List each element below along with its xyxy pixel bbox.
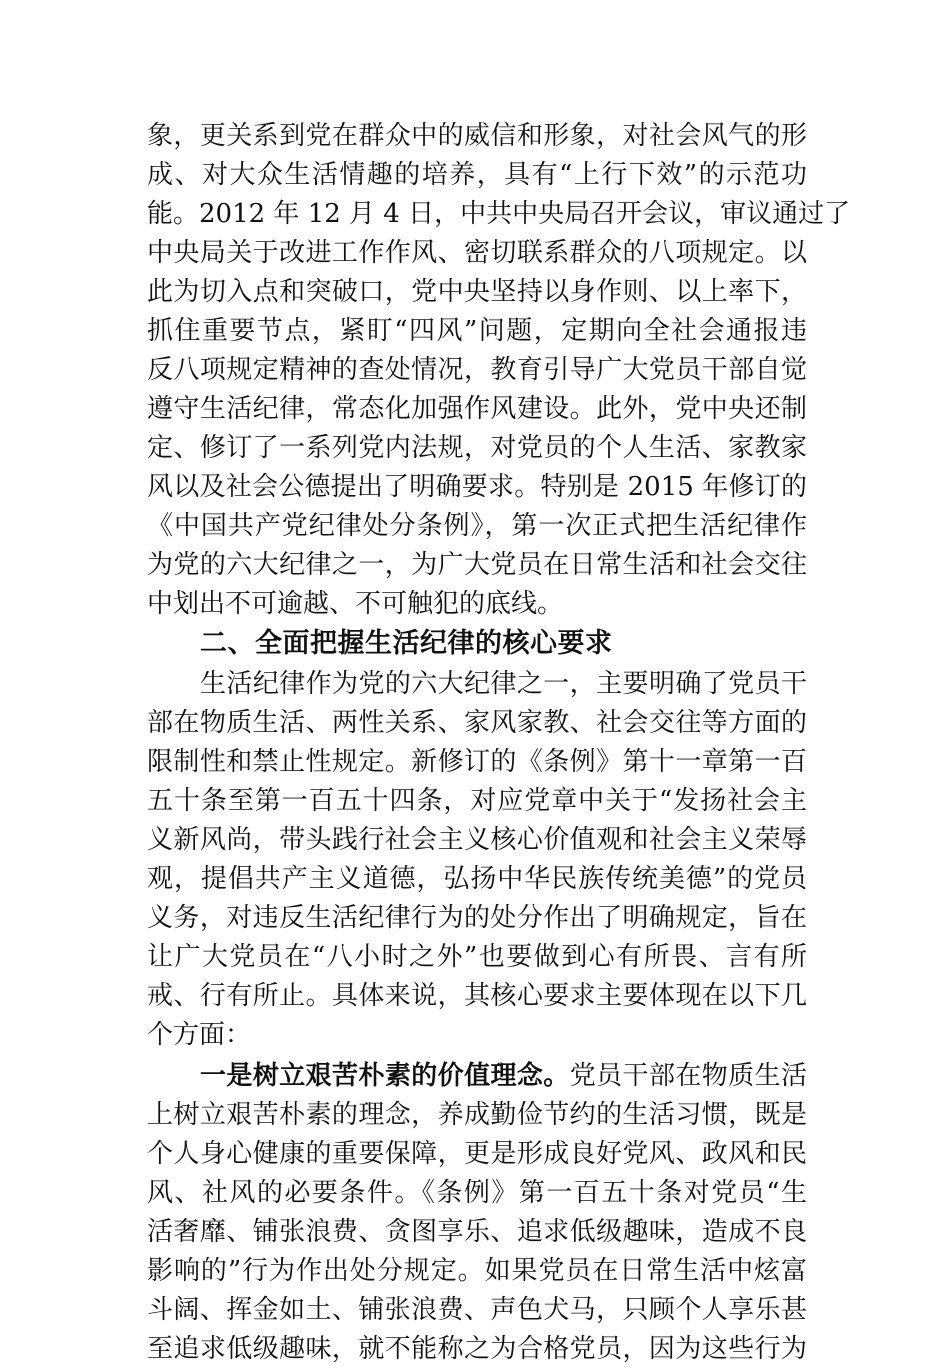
text-line: 限制性和禁止性规定。新修订的《条例》第十一章第一百	[147, 747, 807, 777]
text-line-with-lead	[200, 1056, 807, 1096]
text-line: 成、对大众生活情趣的培养，具有“上行下效”的示范功	[147, 160, 807, 190]
text-line: 戒、行有所止。具体来说，其核心要求主要体现在以下几	[147, 981, 807, 1011]
text-line: 《中国共产党纪律处分条例》，第一次正式把生活纪律作	[147, 511, 807, 541]
section-heading: 二、全面把握生活纪律的核心要求	[200, 628, 613, 659]
text-line: 斗阔、挥金如土、铺张浪费、声色犬马，只顾个人享乐甚	[147, 1295, 807, 1325]
text-line: 五十条至第一百五十四条，对应党章中关于“发扬社会主	[147, 786, 807, 816]
bold-lead-text: 一是树立艰苦朴素的价值理念。	[200, 1061, 570, 1091]
text-line: 反八项规定精神的查处情况，教育引导广大党员干部自觉	[147, 355, 807, 385]
text-line: 义务，对违反生活纪律行为的处分作出了明确规定，旨在	[147, 903, 807, 933]
text-line: 定、修订了一系列党内法规，对党员的个人生活、家教家	[147, 433, 807, 463]
text-line: 部在物质生活、两性关系、家风家教、社会交往等方面的	[147, 708, 807, 738]
text-line: 个方面：	[147, 1020, 252, 1050]
text-line: 义新风尚，带头践行社会主义核心价值观和社会主义荣辱	[147, 825, 807, 855]
text-line: 风、社风的必要条件。《条例》第一百五十条对党员“生	[147, 1178, 807, 1208]
text-line: 个人身心健康的重要保障，更是形成良好党风、政风和民	[147, 1139, 807, 1169]
text-line: 观，提倡共产主义道德，弘扬中华民族传统美德”的党员	[147, 864, 807, 894]
text-line: 象，更关系到党在群众中的威信和形象，对社会风气的形	[147, 121, 807, 151]
text-line: 能。2012 年 12 月 4 日，中共中央局召开会议，审议通过了	[147, 199, 851, 229]
text-line: 上树立艰苦朴素的理念，养成勤俭节约的生活习惯，既是	[147, 1100, 807, 1130]
text-line: 中央局关于改进工作作风、密切联系群众的八项规定。以	[147, 238, 807, 268]
text-line: 至追求低级趣味，就不能称之为合格党员，因为这些行为	[147, 1334, 807, 1364]
text-line: 让广大党员在“八小时之外”也要做到心有所畏、言有所	[147, 942, 807, 972]
text-line: 遵守生活纪律，常态化加强作风建设。此外，党中央还制	[147, 394, 807, 424]
text-line: 中划出不可逾越、不可触犯的底线。	[147, 589, 564, 619]
text-line: 活奢靡、铺张浪费、贪图享乐、追求低级趣味，造成不良	[147, 1217, 807, 1247]
text-line: 此为切入点和突破口，党中央坚持以身作则、以上率下，	[147, 277, 807, 307]
text-line: 抓住重要节点，紧盯“四风”问题，定期向全社会通报违	[147, 316, 807, 346]
text-line: 生活纪律作为党的六大纪律之一，主要明确了党员干	[200, 669, 807, 699]
text-line: 为党的六大纪律之一，为广大党员在日常生活和社会交往	[147, 550, 807, 580]
text-span: 党员干部在物质生活	[569, 1061, 807, 1091]
text-line: 风以及社会公德提出了明确要求。特别是 2015 年修订的	[147, 472, 807, 502]
text-line: 影响的”行为作出处分规定。如果党员在日常生活中炫富	[147, 1256, 807, 1286]
